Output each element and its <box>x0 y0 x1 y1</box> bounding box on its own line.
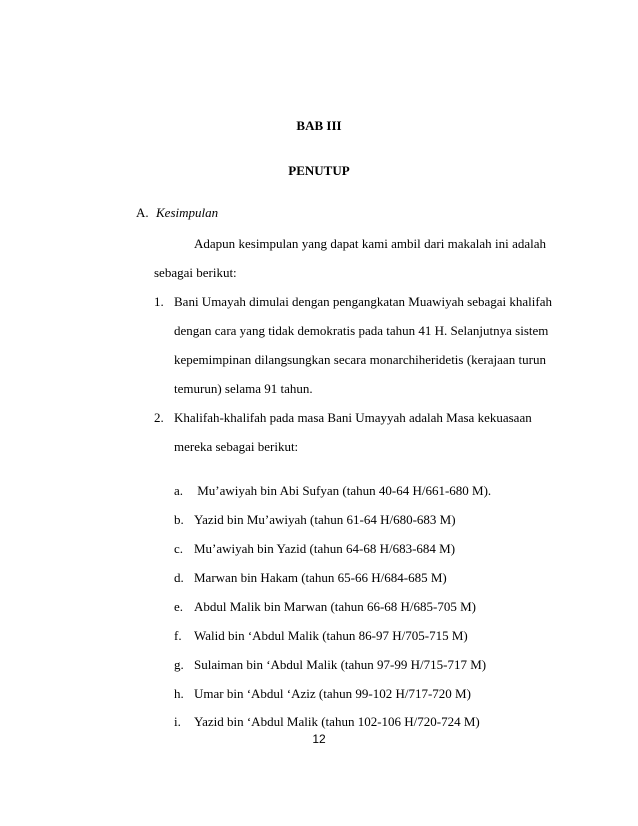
chapter-label: BAB III <box>296 118 342 133</box>
point-1-line-2: dengan cara yang tidak demokratis pada tahun 41 H. Selanjutnya sistem <box>174 323 549 338</box>
section-title: Kesimpulan <box>156 205 219 220</box>
point-1-line-1: Bani Umayah dimulai dengan pengangkatan Muawiyah sebagai khalifah <box>174 294 552 309</box>
list-item-marker: g. <box>174 657 184 672</box>
list-item-marker: b. <box>174 512 184 527</box>
list-item-marker: i. <box>174 714 181 729</box>
intro-line-2: sebagai berikut: <box>154 265 237 280</box>
point-2-line-2: mereka sebagai berikut: <box>174 439 299 454</box>
list-item-marker: h. <box>174 686 184 701</box>
list-item: Yazid bin Mu’awiyah (tahun 61-64 H/680-683 M) <box>194 512 456 527</box>
point-2-line-1: Khalifah-khalifah pada masa Bani Umayyah adalah Masa kekuasaan <box>174 410 532 425</box>
point-1-line-3: kepemimpinan dilangsungkan secara monarchiheridetis (kerajaan turun <box>174 352 546 367</box>
page-number: 12 <box>312 732 326 746</box>
list-item: Marwan bin Hakam (tahun 65-66 H/684-685 M) <box>194 570 447 585</box>
list-item: Umar bin ‘Abdul ‘Aziz (tahun 99-102 H/717-720 M) <box>194 686 471 701</box>
list-item: Walid bin ‘Abdul Malik (tahun 86-97 H/705-715 M) <box>194 628 468 643</box>
list-item: Abdul Malik bin Marwan (tahun 66-68 H/685-705 M) <box>194 599 476 614</box>
list-item: Sulaiman bin ‘Abdul Malik (tahun 97-99 H/715-717 M) <box>194 657 487 672</box>
list-item: Mu’awiyah bin Yazid (tahun 64-68 H/683-684 M) <box>194 541 456 556</box>
section-marker: A. <box>136 205 149 220</box>
chapter-title: PENUTUP <box>288 163 350 178</box>
point-1-number: 1. <box>154 294 164 309</box>
list-item-marker: f. <box>174 628 182 643</box>
list-item-marker: e. <box>174 599 184 614</box>
list-item: Mu’awiyah bin Abi Sufyan (tahun 40-64 H/661-680 M). <box>194 483 492 498</box>
list-item-marker: d. <box>174 570 184 585</box>
list-item-marker: c. <box>174 541 184 556</box>
list-item-marker: a. <box>174 483 184 498</box>
list-item: Yazid bin ‘Abdul Malik (tahun 102-106 H/720-724 M) <box>194 714 480 729</box>
intro-line-1: Adapun kesimpulan yang dapat kami ambil dari makalah ini adalah <box>194 236 546 251</box>
point-2-number: 2. <box>154 410 164 425</box>
point-1-line-4: temurun) selama 91 tahun. <box>174 381 313 396</box>
